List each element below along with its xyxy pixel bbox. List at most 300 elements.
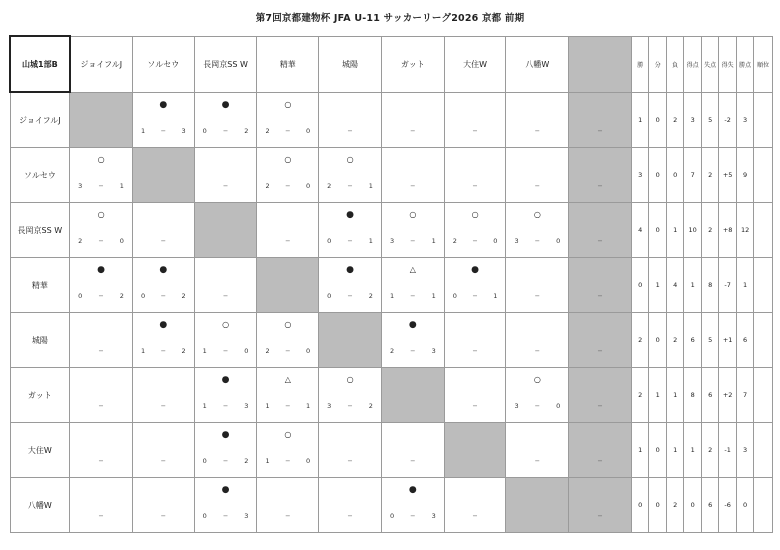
result-symbol: ○ xyxy=(284,99,292,109)
score-dash: − xyxy=(222,402,229,410)
score-home: 2 xyxy=(265,127,270,135)
score-home: 1 xyxy=(140,127,146,135)
match-score xyxy=(195,402,257,411)
score-dash: − xyxy=(347,402,353,410)
score-dash: − xyxy=(472,292,478,300)
match-cell xyxy=(132,368,194,423)
score-dash: − xyxy=(285,237,291,245)
stat-value xyxy=(754,148,773,203)
column-team-4: 精華 xyxy=(257,36,319,92)
score-dash: − xyxy=(98,457,104,465)
stat-value: +1 xyxy=(719,313,736,368)
score-dash: − xyxy=(534,402,541,410)
match-score xyxy=(195,457,257,466)
score-dash: − xyxy=(472,347,478,355)
blank-column-cell xyxy=(569,423,632,478)
stat-value xyxy=(754,92,773,148)
match-cell xyxy=(194,423,257,478)
score-home: 0 xyxy=(140,292,146,300)
league-label: 山城1部B xyxy=(10,36,70,92)
match-cell xyxy=(70,368,133,423)
score-away: 1 xyxy=(368,182,373,190)
stat-header: 負 xyxy=(666,36,683,92)
stat-header: 分 xyxy=(649,36,666,92)
match-score xyxy=(133,127,194,136)
score-dash: − xyxy=(347,127,353,135)
match-cell xyxy=(132,313,194,368)
score-away: 2 xyxy=(119,292,124,300)
match-cell xyxy=(319,368,382,423)
match-score xyxy=(569,182,631,191)
match-score xyxy=(506,292,568,301)
match-cell xyxy=(132,423,194,478)
stat-value: 1 xyxy=(736,258,753,313)
score-dash: − xyxy=(222,292,229,300)
stat-value: 4 xyxy=(631,203,648,258)
stat-value: 12 xyxy=(736,203,753,258)
score-dash: − xyxy=(222,512,229,520)
score-away: 0 xyxy=(306,182,311,190)
score-home: 0 xyxy=(389,512,395,520)
match-score xyxy=(319,512,381,521)
blank-column-cell xyxy=(569,478,632,533)
result-symbol: ● xyxy=(221,375,230,385)
self-match-cell xyxy=(194,203,257,258)
score-home: 0 xyxy=(452,292,457,300)
score-away: 2 xyxy=(244,127,249,135)
blank-column-cell xyxy=(569,368,632,423)
match-cell xyxy=(444,92,506,148)
stat-value: 0 xyxy=(649,313,666,368)
match-score xyxy=(506,182,568,191)
match-score xyxy=(445,512,506,521)
column-team-7: 大住W xyxy=(444,36,506,92)
match-score xyxy=(133,237,194,246)
score-dash: − xyxy=(534,127,541,135)
match-cell xyxy=(194,148,257,203)
match-score xyxy=(382,347,444,356)
score-dash: − xyxy=(534,347,541,355)
stat-value: 8 xyxy=(701,258,718,313)
stat-value: 0 xyxy=(649,148,666,203)
result-symbol: △ xyxy=(409,265,416,274)
score-dash: − xyxy=(597,237,603,245)
team-row xyxy=(10,258,773,313)
score-dash: − xyxy=(597,402,603,410)
match-cell xyxy=(132,203,194,258)
stat-value: 1 xyxy=(649,368,666,423)
team-row xyxy=(10,92,773,148)
score-dash: − xyxy=(160,402,167,410)
stat-value: 1 xyxy=(684,258,701,313)
stat-value: -1 xyxy=(719,423,736,478)
stat-value: 1 xyxy=(684,423,701,478)
stat-value xyxy=(754,368,773,423)
stat-value: -7 xyxy=(719,258,736,313)
score-dash: − xyxy=(410,347,416,355)
result-symbol: ● xyxy=(346,265,354,275)
score-dash: − xyxy=(98,292,104,300)
match-score xyxy=(382,512,444,521)
score-dash: − xyxy=(347,182,353,190)
score-dash: − xyxy=(472,512,478,520)
match-cell xyxy=(257,478,319,533)
match-cell xyxy=(319,258,382,313)
score-dash: − xyxy=(285,457,291,465)
blank-column-cell xyxy=(569,148,632,203)
match-score xyxy=(319,292,381,301)
score-dash: − xyxy=(597,127,603,135)
score-away: 0 xyxy=(556,402,561,410)
stat-value: 2 xyxy=(666,313,683,368)
result-symbol: ○ xyxy=(533,210,541,219)
score-home: 1 xyxy=(265,402,270,410)
match-score xyxy=(70,512,132,521)
match-cell xyxy=(70,203,133,258)
match-score xyxy=(70,182,132,191)
score-home: 1 xyxy=(140,347,146,355)
result-symbol: ○ xyxy=(284,430,292,439)
stat-value: +8 xyxy=(719,203,736,258)
match-cell xyxy=(194,478,257,533)
stat-value: 3 xyxy=(736,92,753,148)
match-cell xyxy=(194,313,257,368)
score-dash: − xyxy=(222,182,229,190)
blank-column-header xyxy=(569,36,632,92)
match-score xyxy=(319,457,381,466)
match-score xyxy=(319,127,381,136)
result-symbol: ● xyxy=(221,99,230,110)
stat-value: 0 xyxy=(649,423,666,478)
column-team-6: ガット xyxy=(381,36,444,92)
stat-value: 0 xyxy=(736,478,753,533)
score-away: 1 xyxy=(368,237,373,245)
blank-column-cell xyxy=(569,92,632,148)
stat-value: 2 xyxy=(631,368,648,423)
result-symbol: ● xyxy=(159,99,168,110)
row-team-name: ジョイフルJ xyxy=(10,92,70,148)
match-cell xyxy=(194,92,257,148)
score-away: 1 xyxy=(306,402,311,410)
match-cell xyxy=(444,313,506,368)
match-score xyxy=(569,347,631,356)
score-dash: − xyxy=(285,127,291,135)
stat-value: 9 xyxy=(736,148,753,203)
match-cell xyxy=(506,313,569,368)
match-cell xyxy=(132,478,194,533)
score-away: 1 xyxy=(493,292,498,300)
score-dash: − xyxy=(160,237,167,245)
result-symbol: ● xyxy=(346,210,354,220)
result-symbol: ○ xyxy=(346,375,354,384)
result-symbol: ○ xyxy=(97,155,105,164)
row-team-name: 八幡W xyxy=(10,478,70,533)
match-cell xyxy=(70,423,133,478)
self-match-cell xyxy=(257,258,319,313)
header-row xyxy=(10,36,773,92)
result-symbol: ○ xyxy=(97,210,105,219)
column-team-2: ソルセウ xyxy=(132,36,194,92)
match-score xyxy=(257,347,318,356)
score-home: 1 xyxy=(202,402,207,410)
score-home: 2 xyxy=(265,347,270,355)
score-away: 0 xyxy=(493,237,498,245)
stat-value: 6 xyxy=(701,478,718,533)
match-score xyxy=(70,402,132,411)
score-dash: − xyxy=(472,182,478,190)
score-dash: − xyxy=(534,457,541,465)
stat-header: 失点 xyxy=(701,36,718,92)
score-home: 0 xyxy=(327,237,332,245)
score-home: 0 xyxy=(202,457,207,465)
match-score xyxy=(445,347,506,356)
column-team-1: ジョイフルJ xyxy=(70,36,133,92)
score-away: 2 xyxy=(368,292,373,300)
stat-value: 5 xyxy=(701,313,718,368)
stat-value: 5 xyxy=(701,92,718,148)
stat-value xyxy=(754,478,773,533)
league-table xyxy=(9,35,773,533)
stat-value: +5 xyxy=(719,148,736,203)
score-home: 3 xyxy=(389,237,395,245)
score-away: 2 xyxy=(181,292,186,300)
team-row xyxy=(10,423,773,478)
score-dash: − xyxy=(160,292,167,300)
match-cell xyxy=(444,258,506,313)
match-cell xyxy=(506,203,569,258)
stat-value: 2 xyxy=(666,478,683,533)
score-away: 0 xyxy=(244,347,249,355)
result-symbol: ○ xyxy=(533,375,541,384)
self-match-cell xyxy=(132,148,194,203)
stat-value: 2 xyxy=(666,92,683,148)
score-away: 3 xyxy=(244,512,249,520)
team-row xyxy=(10,203,773,258)
match-score xyxy=(506,237,568,246)
match-score xyxy=(195,182,257,191)
score-home: 1 xyxy=(265,457,270,465)
match-score xyxy=(195,127,257,136)
stat-header: 勝 xyxy=(631,36,648,92)
score-away: 0 xyxy=(119,237,124,245)
stat-value: 7 xyxy=(736,368,753,423)
stat-value: 10 xyxy=(684,203,701,258)
score-dash: − xyxy=(472,127,478,135)
match-cell xyxy=(70,148,133,203)
match-score xyxy=(569,457,631,466)
score-home: 0 xyxy=(202,512,207,520)
match-score xyxy=(569,237,631,246)
score-dash: − xyxy=(347,292,353,300)
score-dash: − xyxy=(98,347,104,355)
score-away: 3 xyxy=(244,402,249,410)
score-away: 2 xyxy=(368,402,373,410)
stat-value: -2 xyxy=(719,92,736,148)
match-cell xyxy=(257,423,319,478)
match-score xyxy=(445,237,506,246)
match-score xyxy=(445,182,506,191)
match-cell xyxy=(444,203,506,258)
result-symbol: ○ xyxy=(284,320,292,329)
score-home: 2 xyxy=(452,237,457,245)
stat-value xyxy=(754,423,773,478)
row-team-name: 大住W xyxy=(10,423,70,478)
match-cell xyxy=(319,423,382,478)
blank-column-cell xyxy=(569,313,632,368)
score-home: 1 xyxy=(389,292,395,300)
stat-value: 0 xyxy=(649,92,666,148)
stat-value: 1 xyxy=(631,92,648,148)
column-team-3: 長岡京SS W xyxy=(194,36,257,92)
match-cell xyxy=(444,368,506,423)
match-cell xyxy=(506,258,569,313)
score-dash: − xyxy=(534,237,541,245)
match-cell xyxy=(319,203,382,258)
score-dash: − xyxy=(410,182,416,190)
self-match-cell xyxy=(381,368,444,423)
stat-value: 2 xyxy=(701,148,718,203)
match-cell xyxy=(257,313,319,368)
match-cell xyxy=(257,148,319,203)
score-home: 2 xyxy=(78,237,83,245)
score-away: 2 xyxy=(244,457,249,465)
score-dash: − xyxy=(410,127,416,135)
match-cell xyxy=(506,368,569,423)
match-cell xyxy=(70,258,133,313)
result-symbol: ● xyxy=(221,485,230,495)
score-dash: − xyxy=(347,512,353,520)
stat-value: 1 xyxy=(666,368,683,423)
match-score xyxy=(569,512,631,521)
match-score xyxy=(133,457,194,466)
score-dash: − xyxy=(285,402,291,410)
match-cell xyxy=(506,148,569,203)
score-dash: − xyxy=(534,182,541,190)
stat-value: 3 xyxy=(736,423,753,478)
stat-value: 1 xyxy=(666,423,683,478)
match-score xyxy=(133,402,194,411)
stat-value: 3 xyxy=(684,92,701,148)
match-cell xyxy=(132,92,194,148)
match-score xyxy=(195,292,257,301)
score-dash: − xyxy=(597,182,603,190)
match-score xyxy=(133,512,194,521)
row-team-name: 精華 xyxy=(10,258,70,313)
score-away: 0 xyxy=(306,127,311,135)
match-cell xyxy=(257,368,319,423)
score-away: 1 xyxy=(431,237,436,245)
match-score xyxy=(382,237,444,246)
match-cell xyxy=(381,203,444,258)
score-home: 2 xyxy=(265,182,270,190)
stat-header: 得失 xyxy=(719,36,736,92)
match-score xyxy=(506,402,568,411)
match-cell xyxy=(381,478,444,533)
stat-value: 2 xyxy=(701,423,718,478)
result-symbol: ● xyxy=(408,320,417,330)
score-home: 0 xyxy=(327,292,332,300)
match-score xyxy=(319,182,381,191)
score-dash: − xyxy=(285,347,291,355)
score-dash: − xyxy=(98,512,104,520)
match-score xyxy=(445,292,506,301)
stat-value: 6 xyxy=(736,313,753,368)
match-cell xyxy=(194,258,257,313)
match-score xyxy=(195,512,257,521)
team-row xyxy=(10,368,773,423)
score-away: 0 xyxy=(556,237,561,245)
match-cell xyxy=(319,148,382,203)
result-symbol: ○ xyxy=(409,210,417,219)
blank-column-cell xyxy=(569,203,632,258)
score-away: 1 xyxy=(431,292,436,300)
result-symbol: ○ xyxy=(284,155,292,164)
score-dash: − xyxy=(410,292,416,300)
result-symbol: ● xyxy=(408,485,417,495)
column-team-8: 八幡W xyxy=(506,36,569,92)
score-home: 2 xyxy=(327,182,332,190)
stat-value: 0 xyxy=(649,478,666,533)
match-cell xyxy=(132,258,194,313)
score-dash: − xyxy=(222,127,229,135)
match-cell xyxy=(381,313,444,368)
result-symbol: ● xyxy=(97,265,105,275)
score-away: 0 xyxy=(306,457,311,465)
match-cell xyxy=(319,92,382,148)
score-home: 3 xyxy=(78,182,83,190)
stat-value: 2 xyxy=(701,203,718,258)
score-dash: − xyxy=(597,512,603,520)
score-dash: − xyxy=(160,127,167,135)
match-score xyxy=(133,347,194,356)
stat-value: 0 xyxy=(684,478,701,533)
score-dash: − xyxy=(472,237,478,245)
score-home: 3 xyxy=(514,402,519,410)
score-dash: − xyxy=(410,457,416,465)
self-match-cell xyxy=(70,92,133,148)
score-dash: − xyxy=(597,347,603,355)
match-cell xyxy=(319,478,382,533)
score-home: 0 xyxy=(202,127,207,135)
team-row xyxy=(10,478,773,533)
score-home: 0 xyxy=(78,292,83,300)
match-cell xyxy=(506,92,569,148)
score-home: 3 xyxy=(514,237,519,245)
match-score xyxy=(569,402,631,411)
team-row xyxy=(10,313,773,368)
match-score xyxy=(382,292,444,301)
match-cell xyxy=(381,148,444,203)
match-score xyxy=(569,127,631,136)
match-score xyxy=(506,127,568,136)
row-team-name: 城陽 xyxy=(10,313,70,368)
score-dash: − xyxy=(597,292,603,300)
stat-value: 0 xyxy=(649,203,666,258)
match-score xyxy=(195,347,257,356)
match-cell xyxy=(381,423,444,478)
stat-value: 6 xyxy=(701,368,718,423)
result-symbol: ○ xyxy=(346,155,354,164)
row-team-name: 長岡京SS W xyxy=(10,203,70,258)
stat-value: 8 xyxy=(684,368,701,423)
stat-value: -6 xyxy=(719,478,736,533)
score-dash: − xyxy=(534,292,541,300)
match-score xyxy=(382,457,444,466)
score-away: 3 xyxy=(431,512,436,520)
self-match-cell xyxy=(319,313,382,368)
score-dash: − xyxy=(160,347,167,355)
score-home: 1 xyxy=(202,347,207,355)
